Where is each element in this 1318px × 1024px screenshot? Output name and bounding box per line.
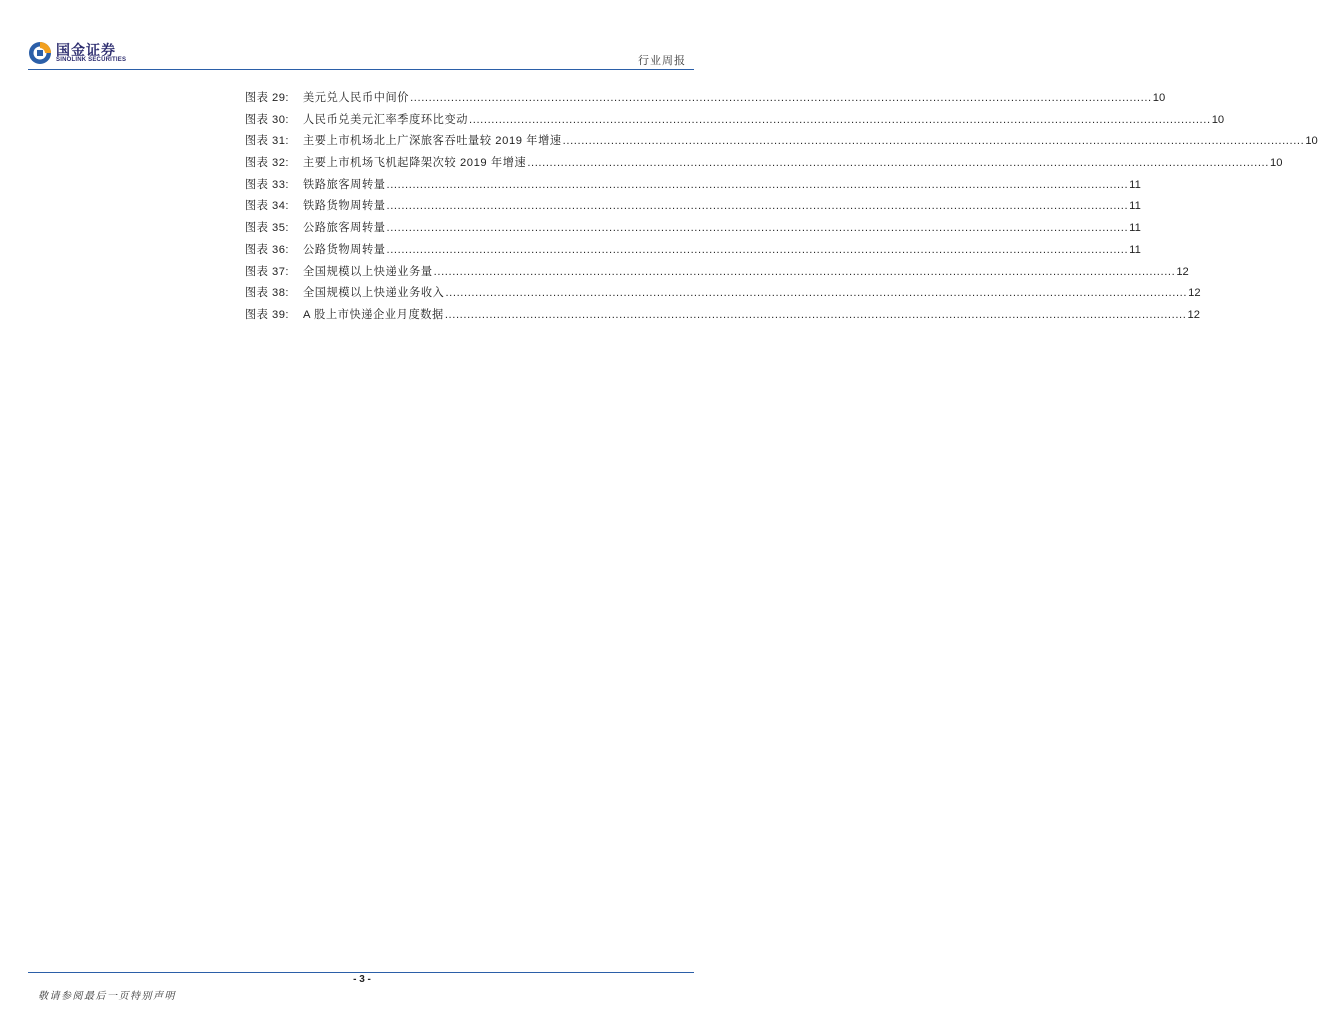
toc-figure-title: A 股上市快递企业月度数据 (303, 308, 444, 321)
toc-page-number: 12 (1176, 265, 1189, 278)
toc-figure-number: 图表 39: (245, 308, 290, 321)
company-logo (28, 40, 138, 68)
toc-figure-title: 铁路旅客周转量 (303, 178, 386, 191)
toc-leader-dots: ........................................................................................................................................................................................................ (386, 178, 1129, 191)
toc-figure-title: 主要上市机场北上广深旅客吞吐量较 2019 年增速 (303, 135, 562, 148)
toc-figure-number: 图表 30: (245, 113, 290, 126)
toc-leader-dots: ........................................................................................................................................................................................................ (444, 308, 1187, 321)
toc-leader-dots: ........................................................................................................................................................................................................ (433, 265, 1176, 278)
toc-figure-title: 全国规模以上快递业务量 (303, 265, 433, 278)
toc-leader-dots: ........................................................................................................................................................................................................ (445, 287, 1188, 300)
report-type-label: 行业周报 (638, 55, 686, 67)
toc-figure-title: 公路旅客周转量 (303, 222, 386, 235)
page-header (0, 0, 724, 72)
toc-figure-title: 人民币兑美元汇率季度环比变动 (303, 113, 469, 126)
toc-entry[interactable] (245, 89, 1166, 111)
toc-leader-dots: ........................................................................................................................................................................................................ (410, 92, 1152, 104)
toc-page-number: 11 (1129, 200, 1141, 213)
toc-entry[interactable] (245, 219, 1141, 241)
toc-entry[interactable] (245, 132, 1318, 154)
toc-entry[interactable] (245, 154, 1283, 176)
toc-leader-dots: ........................................................................................................................................................................................................ (386, 243, 1129, 256)
table-of-figures (245, 89, 1318, 328)
toc-figure-number: 图表 32: (245, 157, 290, 170)
logo-english-name: SINOLINK SECURITIES (56, 57, 127, 63)
page-number: - 3 - (353, 974, 371, 985)
toc-figure-number: 图表 29: (245, 92, 290, 104)
toc-page-number: 11 (1129, 178, 1141, 191)
toc-leader-dots: ........................................................................................................................................................................................................ (469, 113, 1211, 126)
toc-figure-title: 全国规模以上快递业务收入 (303, 287, 445, 300)
toc-page-number: 11 (1129, 222, 1141, 235)
toc-figure-title: 美元兑人民币中间价 (303, 92, 410, 104)
toc-leader-dots: ........................................................................................................................................................................................................ (562, 135, 1305, 148)
toc-page-number: 10 (1211, 113, 1225, 126)
toc-figure-number: 图表 33: (245, 178, 290, 191)
toc-figure-title: 公路货物周转量 (303, 243, 386, 256)
toc-page-number: 12 (1187, 308, 1200, 321)
footer-disclaimer: 敬请参阅最后一页特别声明 (38, 991, 176, 1002)
toc-page-number: 10 (1152, 92, 1166, 104)
toc-figure-number: 图表 34: (245, 200, 290, 213)
header-divider (28, 69, 694, 70)
logo-icon (28, 41, 52, 65)
toc-figure-number: 图表 35: (245, 222, 290, 235)
toc-entry[interactable] (245, 197, 1141, 219)
toc-figure-number: 图表 31: (245, 135, 290, 148)
toc-leader-dots: ........................................................................................................................................................................................................ (386, 200, 1129, 213)
toc-page-number: 10 (1305, 135, 1318, 148)
logo-chinese-name: 国金证券 (56, 42, 116, 58)
toc-figure-number: 图表 37: (245, 265, 290, 278)
toc-entry[interactable] (245, 263, 1189, 285)
toc-entry[interactable] (245, 306, 1200, 328)
toc-page-number: 10 (1269, 157, 1283, 170)
toc-figure-title: 主要上市机场飞机起降架次较 2019 年增速 (303, 157, 527, 170)
toc-entry[interactable] (245, 284, 1201, 306)
toc-figure-number: 图表 36: (245, 243, 290, 256)
footer-divider (28, 972, 694, 973)
toc-leader-dots: ........................................................................................................................................................................................................ (386, 222, 1129, 235)
toc-entry[interactable] (245, 111, 1225, 133)
toc-figure-title: 铁路货物周转量 (303, 200, 386, 213)
toc-page-number: 12 (1188, 287, 1201, 300)
toc-page-number: 11 (1129, 243, 1141, 256)
toc-figure-number: 图表 38: (245, 287, 290, 300)
toc-entry[interactable] (245, 176, 1141, 198)
toc-entry[interactable] (245, 241, 1141, 263)
toc-leader-dots: ........................................................................................................................................................................................................ (527, 157, 1269, 170)
